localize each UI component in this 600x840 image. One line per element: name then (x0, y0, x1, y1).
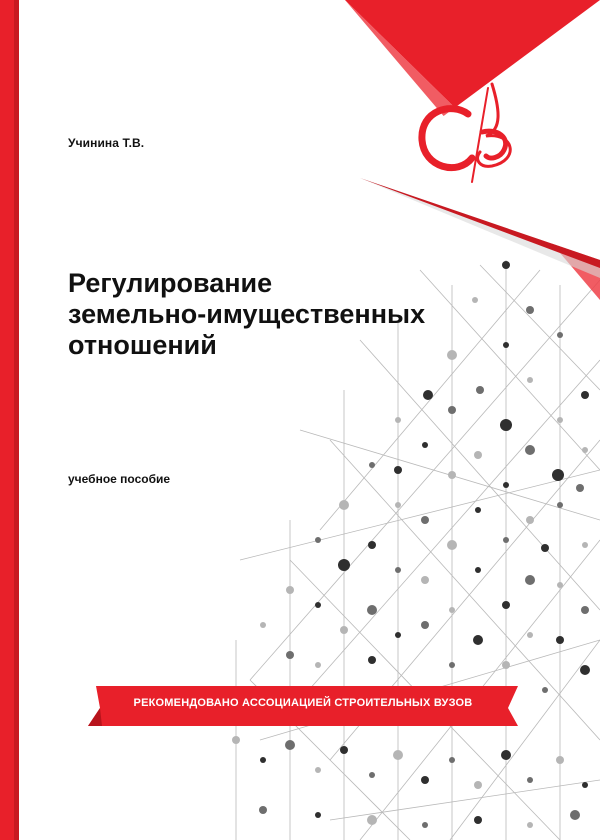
book-subtitle: учебное пособие (68, 472, 171, 486)
author-name: Учинина Т.В. (68, 136, 145, 150)
banner-text: РЕКОМЕНДОВАНО АССОЦИАЦИЕЙ СТРОИТЕЛЬНЫХ ВУЗОВ (133, 697, 473, 709)
book-title-line-3: отношений (68, 330, 217, 360)
book-title (68, 268, 538, 361)
recommendation-banner (88, 686, 518, 726)
stylized-sv-monogram-logo (410, 80, 530, 190)
book-title-line-1: Регулирование (68, 268, 273, 298)
left-red-stripe (0, 0, 19, 840)
book-title-line-2: земельно-имущественных (68, 299, 426, 329)
